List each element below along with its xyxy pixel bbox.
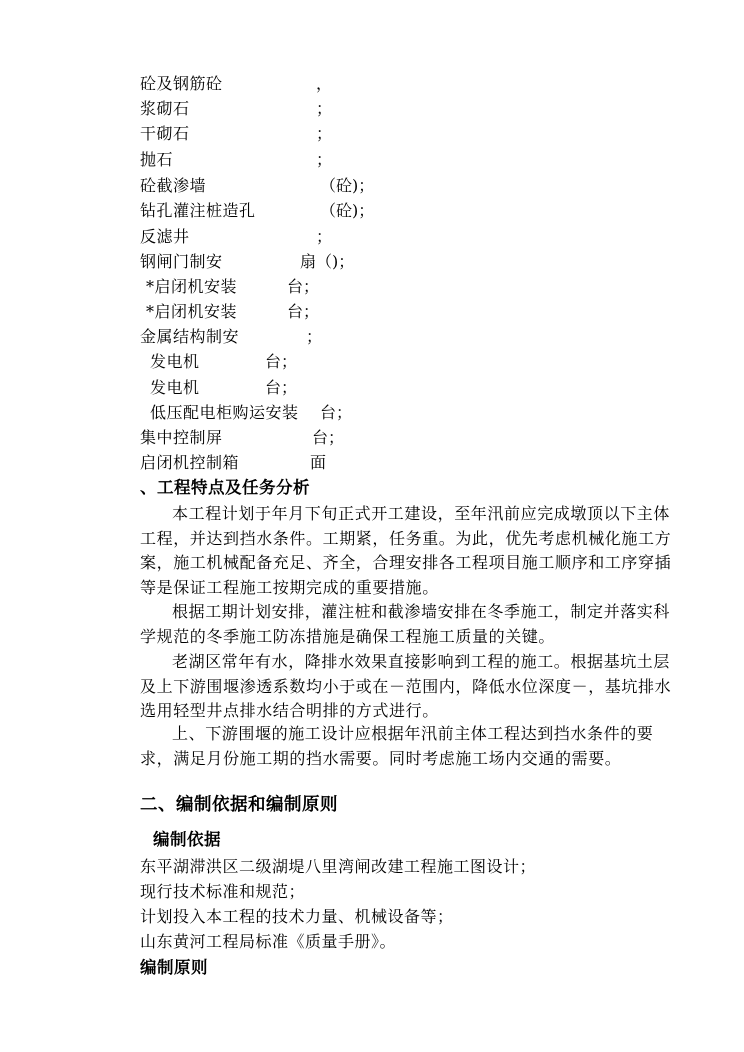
list-item-unit: （砼)； bbox=[320, 176, 375, 195]
list-item: 抛石 bbox=[140, 150, 174, 169]
list-item: 浆砌石 bbox=[140, 99, 190, 118]
list-item-unit: ， bbox=[316, 74, 333, 93]
list-item: 钢闸门制安 bbox=[140, 252, 223, 271]
subsection-heading: 编制依据 bbox=[153, 830, 221, 849]
list-item: 低压配电柜购运安装 bbox=[150, 403, 299, 422]
list-item: *启闭机安装 bbox=[146, 302, 238, 321]
paragraph: 老湖区常年有水，降排水效果直接影响到工程的施工。根据基坑土层及上下游围堰渗透系数均小于或在－范围内，降低水位深度－，基坑排水选用轻型井点排水结合明排的方式进行。 bbox=[140, 652, 672, 720]
list-item-unit: 台； bbox=[312, 428, 345, 447]
section-heading: 、工程特点及任务分析 bbox=[140, 478, 310, 497]
section-heading: 二、编制依据和编制原则 bbox=[140, 795, 338, 815]
list-item-unit: ； bbox=[316, 150, 333, 169]
list-item: 反滤井 bbox=[140, 227, 190, 246]
list-item: 现行技术标准和规范； bbox=[140, 882, 306, 901]
list-item-unit: 台； bbox=[265, 378, 298, 397]
list-item-unit: 台； bbox=[265, 352, 298, 371]
list-item-unit: （砼)； bbox=[320, 201, 375, 220]
subsection-heading: 编制原则 bbox=[140, 958, 208, 977]
list-item: 钻孔灌注桩造孔 bbox=[140, 201, 256, 220]
list-item-unit: 台； bbox=[287, 277, 320, 296]
list-item: 干砌石 bbox=[140, 124, 190, 143]
list-item-unit: ； bbox=[306, 327, 323, 346]
list-item-unit: ； bbox=[316, 124, 333, 143]
list-item: 东平湖滞洪区二级湖堤八里湾闸改建工程施工图设计； bbox=[140, 857, 537, 876]
list-item-unit: ； bbox=[316, 99, 333, 118]
paragraph: 根据工期计划安排，灌注桩和截渗墙安排在冬季施工，制定并落实科学规范的冬季施工防冻措施是确保工程施工质量的关键。 bbox=[140, 602, 671, 646]
list-item-unit: 台； bbox=[320, 403, 353, 422]
paragraph: 上、下游围堰的施工设计应根据年汛前主体工程达到挡水条件的要求，满足月份施工期的挡水需要。同时考虑施工场内交通的需要。 bbox=[140, 724, 654, 768]
list-item-unit: ； bbox=[316, 227, 333, 246]
list-item: 砼及钢筋砼 bbox=[140, 74, 223, 93]
list-item: 集中控制屏 bbox=[140, 428, 223, 447]
list-item: 启闭机控制箱 bbox=[140, 453, 240, 472]
list-item-unit: 扇（)； bbox=[300, 252, 355, 271]
list-item: 金属结构制安 bbox=[140, 327, 240, 346]
list-item: 砼截渗墙 bbox=[140, 176, 207, 195]
list-item: *启闭机安装 bbox=[146, 277, 238, 296]
list-item: 发电机 bbox=[150, 378, 200, 397]
list-item: 计划投入本工程的技术力量、机械设备等； bbox=[140, 907, 454, 926]
list-item: 发电机 bbox=[150, 352, 200, 371]
paragraph: 本工程计划于年月下旬正式开工建设，至年汛前应完成墩顶以下主体工程，并达到挡水条件。工期紧，任务重。为此，优先考虑机械化施工方案，施工机械配备充足、齐全，合理安排各工程项目施工顺序和工序穿插等是保证工程施工按期完成的重要措施。 bbox=[140, 504, 672, 597]
list-item-unit: 面 bbox=[310, 453, 327, 472]
list-item: 山东黄河工程局标准《质量手册》。 bbox=[140, 932, 397, 951]
list-item-unit: 台； bbox=[287, 302, 320, 321]
